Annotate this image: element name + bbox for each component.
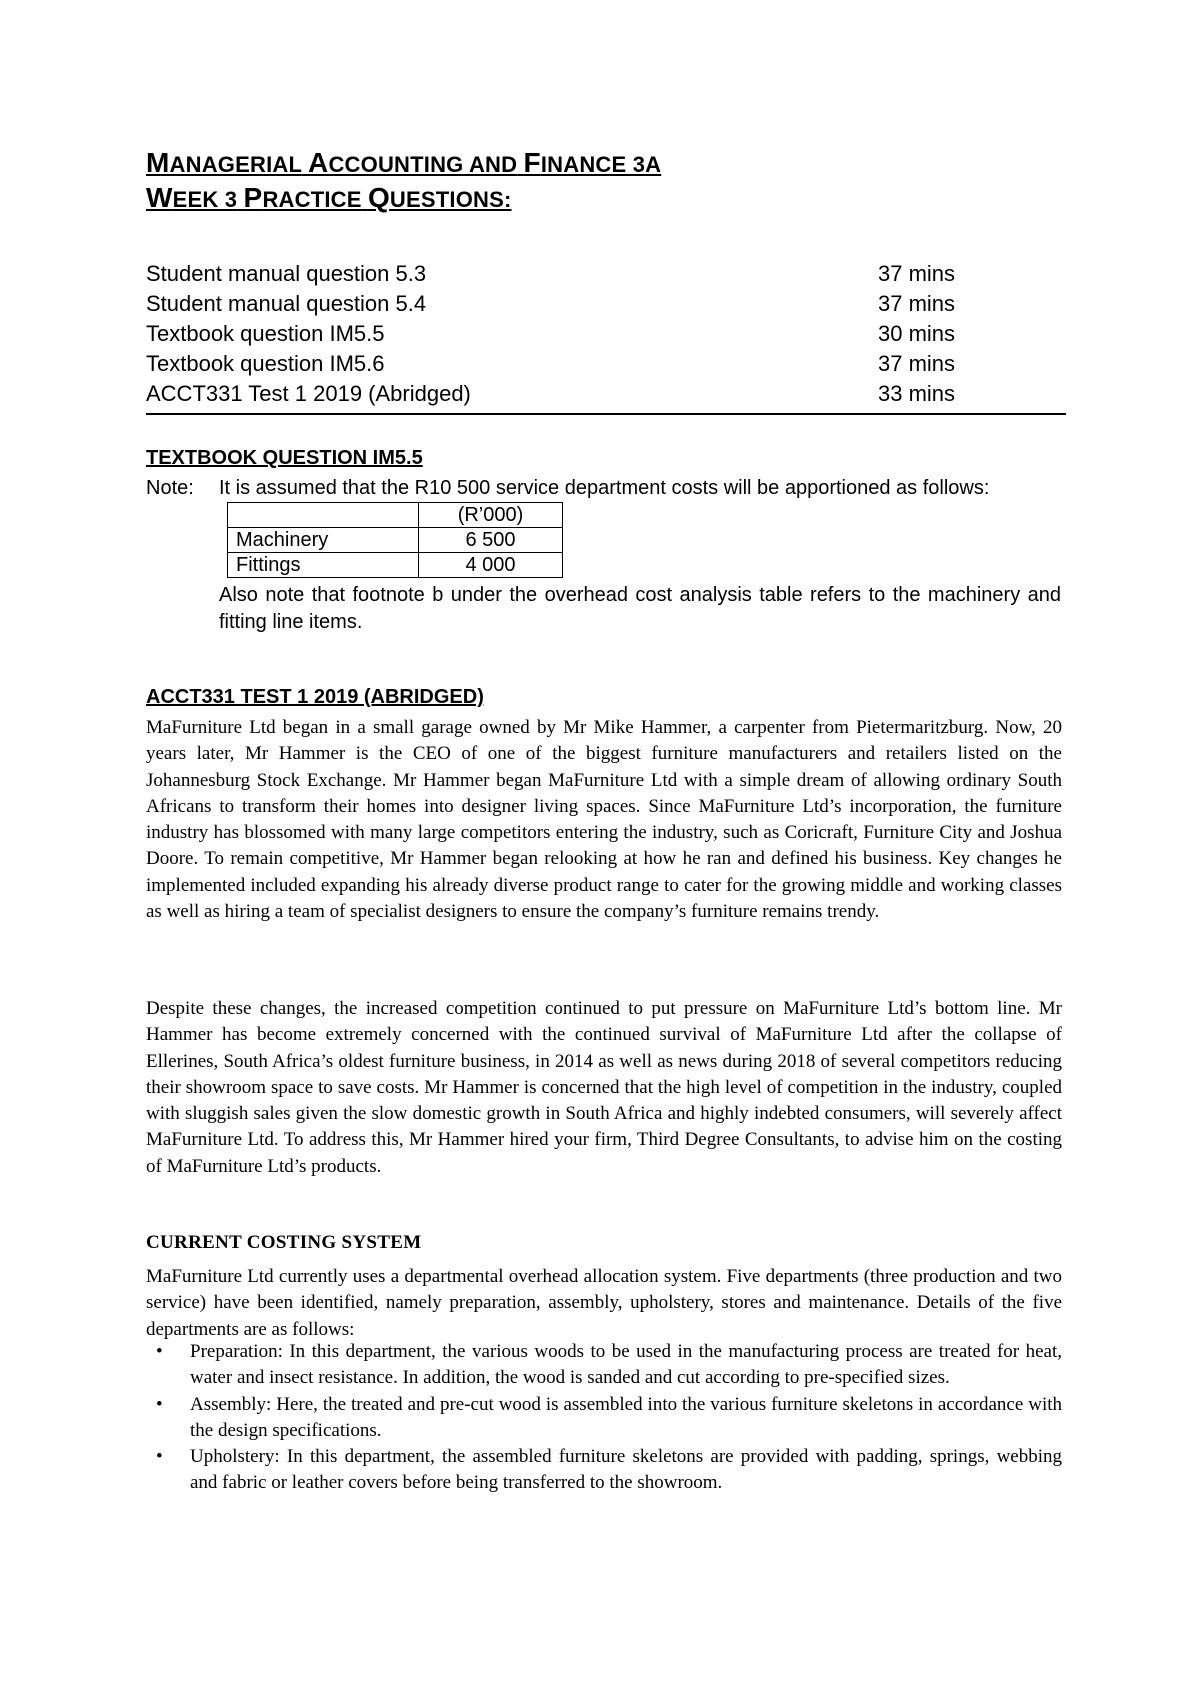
question-plan-list (146, 259, 1066, 409)
plan-question: ACCT331 Test 1 2019 (Abridged) (146, 381, 471, 406)
bullet-icon: • (156, 1446, 163, 1468)
table-header-cell (228, 503, 419, 528)
subtitle-initial: Q (367, 182, 390, 213)
cost-apportionment-table (227, 502, 563, 578)
table-cell: 6 500 (419, 528, 563, 553)
table-cell: Fittings (228, 553, 419, 578)
table-row (228, 553, 563, 578)
list-item (146, 1392, 1062, 1445)
subtitle-initial: W (146, 182, 173, 213)
textbook-question-heading: TEXTBOOK QUESTION IM5.5 (146, 447, 423, 469)
title-initial: F (523, 147, 541, 178)
table-header-row (228, 503, 563, 528)
case-paragraph: MaFurniture Ltd began in a small garage owned by Mr Mike Hammer, a carpenter from Pietermaritzburg. Now, 20 years later, Mr Hammer is the CEO of one of the biggest furniture manufacturers and retailers listed on the Johannesburg Stock Exchange. Mr Hammer began MaFurniture Ltd with a simple dream of allowing ordinary South Africans to transform their homes into designer living spaces. Since MaFurniture Ltd’s incorporation, the furniture industry has blossomed with many large competitors entering the industry, such as Coricraft, Furniture City and Joshua Doore. To remain competitive, Mr Hammer began relooking at how he ran and defined his business. Key changes he implemented included expanding his already diverse product range to cater for the growing middle and working classes as well as hiring a team of specialist designers to ensure the company’s furniture remains trendy. (146, 717, 1062, 923)
list-item-text: Assembly: Here, the treated and pre-cut wood is assembled into the various furniture skeletons in accordance with the design specifications. (190, 1393, 1062, 1441)
title-initial: M (146, 147, 170, 178)
list-item (146, 1444, 1062, 1497)
department-list (146, 1339, 1062, 1497)
plan-row (146, 289, 1066, 319)
case-paragraph: Despite these changes, the increased competition continued to put pressure on MaFurniture Ltd’s bottom line. Mr Hammer has become extremely concerned with the continued survival of MaFurniture Ltd after the collapse of Ellerines, South Africa’s oldest furniture business, in 2014 as well as news during 2018 of several competitors reducing their showroom space to save costs. Mr Hammer is concerned that the high level of competition in the industry, coupled with sluggish sales given the slow domestic growth in South Africa and highly indebted consumers, will severely affect MaFurniture Ltd. To address this, Mr Hammer hired your firm, Third Degree Consultants, to advise him on the costing of MaFurniture Ltd’s products. (146, 998, 1062, 1177)
list-item-text: Preparation: In this department, the various woods to be used in the manufacturing process are treated for heat, water and insect resistance. In addition, the wood is sanded and cut according to pre-specified sizes. (190, 1341, 1062, 1389)
title-word: ANAGERIAL (169, 152, 302, 177)
plan-question: Textbook question IM5.5 (146, 321, 385, 346)
subtitle-word: EEK 3 (172, 187, 238, 212)
subtitle-word: RACTICE (262, 187, 362, 212)
document-title (146, 147, 1096, 181)
plan-question: Student manual question 5.4 (146, 291, 427, 316)
plan-time: 37 mins (878, 261, 956, 286)
plan-row (146, 349, 1066, 379)
case-paragraph: MaFurniture Ltd currently uses a departmental overhead allocation system. Five departments (three production and two service) have been identified, namely preparation, assembly, upholstery, stores and maintenance. Details of the five departments are as follows: (146, 1266, 1062, 1340)
test-heading: ACCT331 TEST 1 2019 (ABRIDGED) (146, 686, 484, 708)
bullet-icon: • (156, 1393, 163, 1415)
document-subtitle (146, 182, 1096, 216)
table-header-cell: (R’000) (419, 503, 563, 528)
plan-question: Textbook question IM5.6 (146, 351, 385, 376)
bullet-icon: • (156, 1341, 163, 1362)
footnote-remark: Also note that footnote b under the overhead cost analysis table refers to the machinery and fitting line items. (219, 584, 1061, 633)
title-word: CCOUNTING AND (328, 152, 518, 177)
horizontal-rule (146, 413, 1066, 415)
plan-row (146, 379, 1066, 409)
plan-time: 37 mins (878, 351, 956, 376)
table-cell: Machinery (228, 528, 419, 553)
note-label: Note: (146, 477, 194, 499)
plan-row (146, 319, 1066, 349)
table-cell: 4 000 (419, 553, 563, 578)
costing-system-heading: CURRENT COSTING SYSTEM (146, 1232, 422, 1253)
title-initial: A (308, 147, 329, 178)
title-word: INANCE 3A (540, 152, 662, 177)
plan-question: Student manual question 5.3 (146, 261, 427, 286)
plan-time: 37 mins (878, 291, 956, 316)
subtitle-initial: P (243, 182, 263, 213)
list-item (146, 1339, 1062, 1392)
subtitle-word: UESTIONS: (389, 187, 512, 212)
plan-time: 30 mins (878, 321, 956, 346)
plan-time: 33 mins (878, 381, 956, 406)
plan-row (146, 259, 1066, 289)
note-text: It is assumed that the R10 500 service department costs will be apportioned as follows: (219, 477, 990, 499)
list-item-text: Upholstery: In this department, the assembled furniture skeletons are provided with padding, springs, webbing and fabric or leather covers before being transferred to the showroom. (190, 1446, 1062, 1494)
table-row (228, 528, 563, 553)
